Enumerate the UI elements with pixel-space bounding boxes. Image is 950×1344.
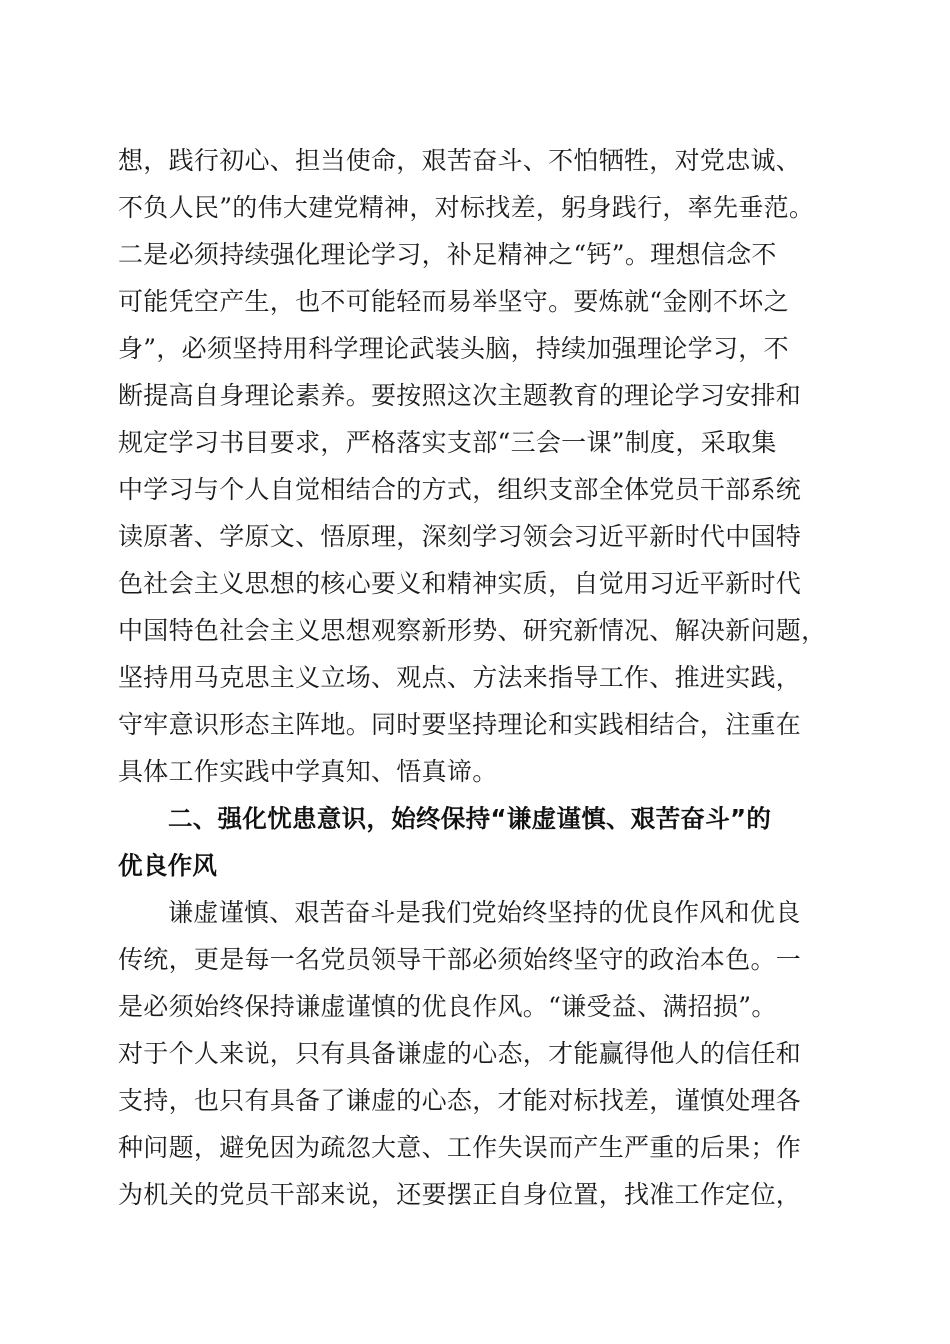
body-text-line: 中学习与个人自觉相结合的方式，组织支部全体党员干部系统 [118,475,802,504]
body-text-line: 规定学习书目要求，严格落实支部“三会一课”制度，采取集 [118,428,777,457]
body-text-line: 坚持用马克思主义立场、观点、方法来指导工作、推进实践， [118,663,802,692]
body-text-line: 不负人民”的伟大建党精神，对标找差，躬身践行，率先垂范。 [118,193,815,222]
body-text-line: 想，践行初心、担当使命，艰苦奋斗、不怕牺牲，对党忠诚、 [118,146,802,175]
body-text-line: 身”，必须坚持用科学理论武装头脑，持续加强理论学习，不 [118,334,789,363]
body-text-line: 支持，也只有具备了谦虚的心态，才能对标找差，谨慎处理各 [118,1086,802,1115]
body-text-line: 可能凭空产生，也不可能轻而易举坚守。要炼就“金刚不坏之 [118,287,789,316]
section-heading: 二、强化忧患意识，始终保持“谦虚谨慎、艰苦奋斗”的 [168,804,772,833]
body-text-line: 读原著、学原文、悟原理，深刻学习领会习近平新时代中国特 [118,522,802,551]
body-text-line: 是必须始终保持谦虚谨慎的优良作风。“谦受益、满招损”。 [118,992,777,1021]
body-text-line: 断提高自身理论素养。要按照这次主题教育的理论学习安排和 [118,381,802,410]
body-text-line: 色社会主义思想的核心要义和精神实质，自觉用习近平新时代 [118,569,802,598]
body-text-line: 对于个人来说，只有具备谦虚的心态，才能赢得他人的信任和 [118,1039,802,1068]
body-text-line: 具体工作实践中学真知、悟真谛。 [118,757,498,786]
body-text-line: 传统，更是每一名党员领导干部必须始终坚守的政治本色。一 [118,945,802,974]
section-heading-continued: 优良作风 [118,851,218,880]
body-text-line: 为机关的党员干部来说，还要摆正自身位置，找准工作定位， [118,1180,802,1209]
body-text-line: 二是必须持续强化理论学习，补足精神之“钙”。理想信念不 [118,240,777,269]
body-text-line: 中国特色社会主义思想观察新形势、研究新情况、解决新问题， [118,616,827,645]
paragraph-first-line: 谦虚谨慎、艰苦奋斗是我们党始终坚持的优良作风和优良 [168,898,801,927]
body-text-line: 守牢意识形态主阵地。同时要坚持理论和实践相结合，注重在 [118,710,802,739]
body-text-line: 种问题，避免因为疏忽大意、工作失误而产生严重的后果；作 [118,1133,802,1162]
